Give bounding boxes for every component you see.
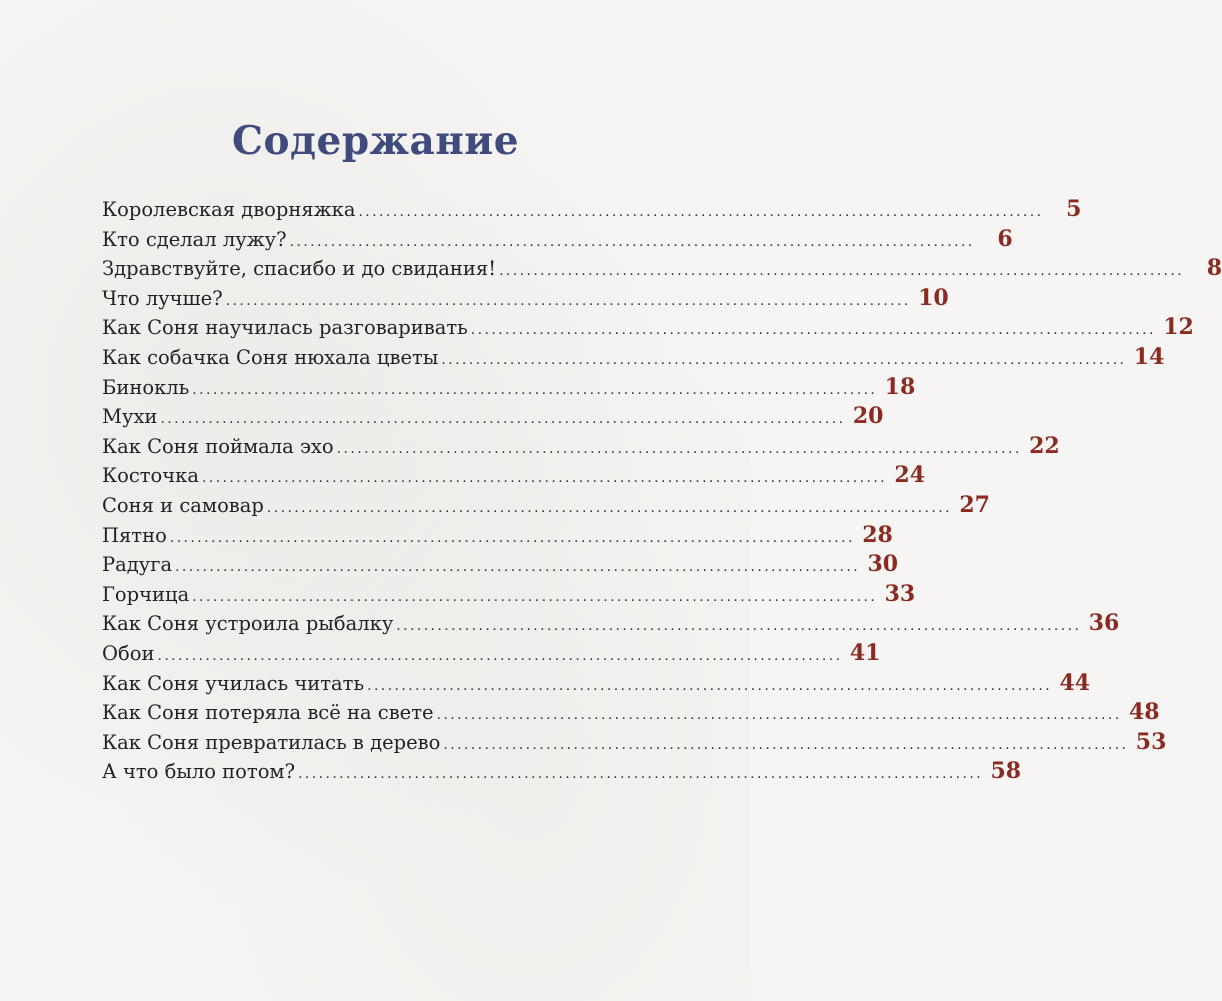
toc-entry-page: 14 [1133, 343, 1165, 370]
dot-leader: .................................................................................................... [396, 618, 1082, 635]
toc-entry-page: 24 [894, 462, 926, 489]
page-title: Содержание [231, 118, 520, 164]
toc-entry [102, 196, 1082, 226]
toc-entry-page: 30 [867, 551, 899, 578]
toc-entry-title: Как Соня превратилась в дерево [102, 730, 441, 754]
toc-entry-page: 41 [849, 639, 881, 666]
toc-entry-page: 53 [1135, 728, 1167, 755]
toc-entry [102, 669, 1091, 700]
toc-entry-page: 48 [1128, 699, 1160, 726]
toc-entry [102, 758, 1022, 788]
toc-entry [102, 699, 1160, 729]
toc-entry-title: Кто сделал лужу? [102, 227, 287, 251]
toc-entry-page: 36 [1088, 610, 1120, 637]
toc-entry-page: 44 [1059, 669, 1091, 696]
toc-entry [102, 403, 884, 433]
toc-entry-page: 28 [862, 521, 893, 548]
dot-leader: .................................................................................................... [441, 351, 1127, 368]
toc-entry-title: Королевская дворняжка [102, 198, 356, 221]
toc-entry [102, 551, 899, 581]
toc-entry [102, 521, 893, 552]
table-of-contents [102, 196, 1222, 788]
toc-entry-title: Здравствуйте, спасибо и до свидания! [102, 257, 497, 281]
dot-leader: .................................................................................................... [175, 559, 861, 576]
dot-leader: .................................................................................................... [367, 677, 1053, 694]
toc-entry-page: 5 [1066, 196, 1082, 222]
toc-entry [102, 462, 926, 492]
toc-entry [102, 491, 990, 522]
dot-leader: .................................................................................................... [192, 381, 878, 398]
toc-entry-title: Бинокль [102, 375, 190, 399]
toc-entry [102, 610, 1120, 640]
dot-leader: .................................................................................................... [160, 411, 846, 428]
toc-entry [102, 255, 1222, 285]
toc-entry-page: 33 [884, 580, 916, 607]
toc-entry [102, 225, 1013, 256]
dot-leader: .................................................................................................... [225, 292, 911, 309]
toc-entry [102, 284, 949, 315]
dot-leader: .................................................................................................... [436, 707, 1122, 724]
toc-entry-title: Обои [102, 641, 155, 665]
toc-entry-page: 20 [852, 403, 884, 430]
toc-entry-title: Пятно [102, 523, 167, 547]
toc-entry-title: Как собачка Соня нюхала цветы [102, 345, 439, 369]
dot-leader: .................................................................................................... [499, 263, 1185, 280]
toc-entry-page: 22 [1029, 432, 1060, 459]
dot-leader: .................................................................................................... [157, 647, 843, 664]
toc-entry-title: Мухи [102, 405, 158, 429]
toc-entry-title: Как Соня научилась разговаривать [102, 316, 468, 340]
toc-entry-page: 6 [997, 225, 1013, 252]
toc-entry [102, 728, 1167, 759]
dot-leader: .................................................................................................... [169, 529, 855, 546]
toc-entry-title: Радуга [102, 553, 173, 577]
dot-leader: .................................................................................................... [336, 440, 1022, 457]
toc-entry-title: Как Соня потеряла всё на свете [102, 701, 434, 725]
toc-entry-page: 18 [884, 373, 916, 400]
toc-entry-title: Соня и самовар [102, 493, 264, 517]
toc-entry-page: 12 [1163, 314, 1194, 341]
toc-entry-page: 10 [918, 284, 949, 311]
toc-entry [102, 580, 916, 611]
dot-leader: .................................................................................................... [289, 233, 975, 250]
toc-entry-title: Как Соня устроила рыбалку [102, 612, 394, 636]
toc-entry-page: 8 [1206, 255, 1222, 282]
toc-entry-title: А что было потом? [102, 760, 296, 784]
toc-entry [102, 639, 881, 670]
dot-leader: .................................................................................................... [358, 204, 1044, 220]
toc-entry-title: Как Соня поймала эхо [102, 434, 334, 458]
toc-entry-title: Косточка [102, 464, 199, 488]
dot-leader: .................................................................................................... [202, 470, 888, 487]
dot-leader: .................................................................................................... [298, 766, 984, 783]
toc-entry [102, 373, 916, 404]
toc-entry-page: 27 [959, 491, 990, 518]
toc-entry [102, 432, 1060, 463]
toc-entry-page: 58 [990, 758, 1022, 785]
toc-entry [102, 314, 1194, 344]
dot-leader: .................................................................................................... [470, 322, 1156, 339]
toc-entry [102, 343, 1165, 374]
dot-leader: .................................................................................................... [443, 736, 1129, 753]
toc-entry-title: Горчица [102, 582, 190, 606]
dot-leader: .................................................................................................... [192, 588, 878, 605]
toc-entry-title: Что лучше? [102, 286, 223, 310]
toc-entry-title: Как Соня училась читать [102, 671, 365, 695]
dot-leader: .................................................................................................... [266, 499, 952, 516]
